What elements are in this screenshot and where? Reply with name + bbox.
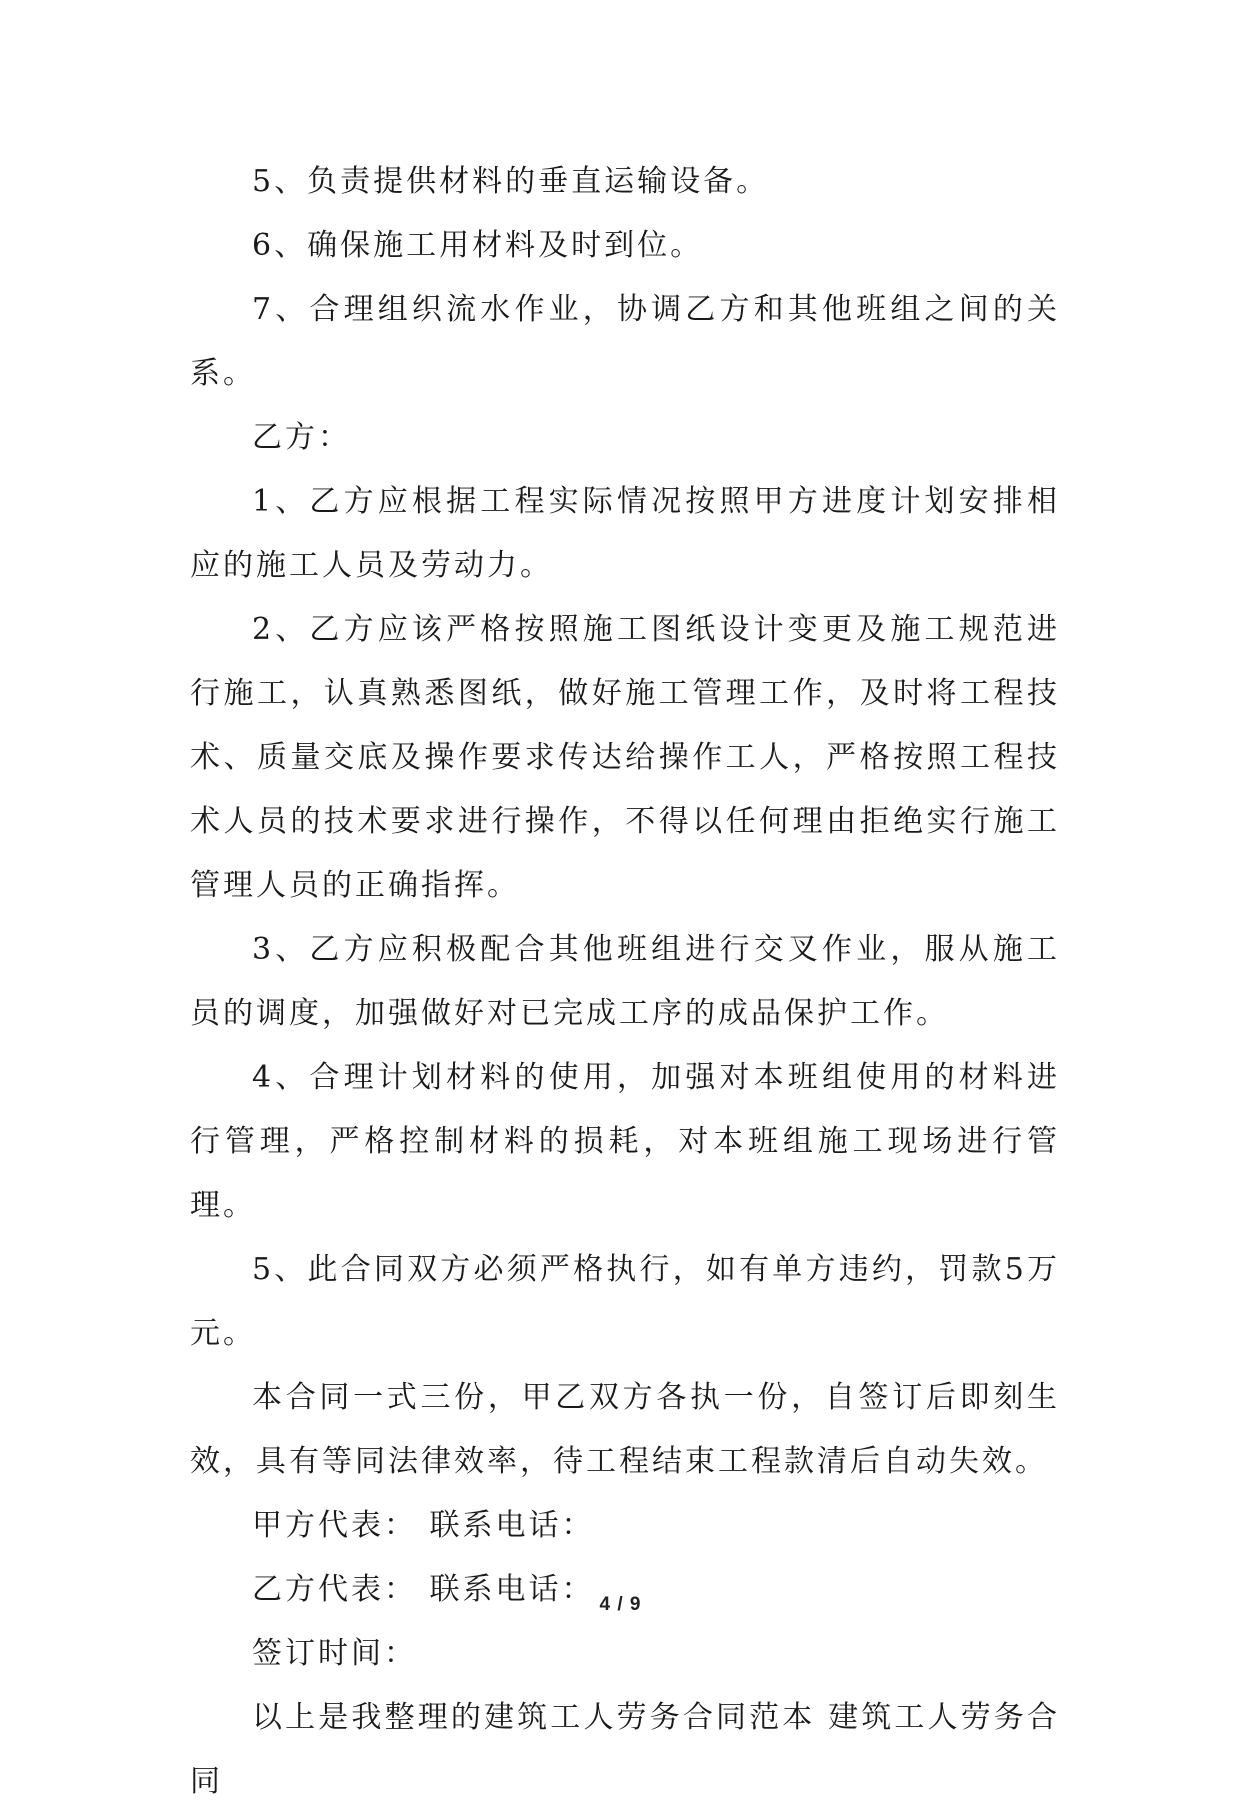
- paragraph-party-b-duty-3: 3、乙方应积极配合其他班组进行交叉作业，服从施工员的调度，加强做好对已完成工序的成品保护工作。: [190, 932, 1060, 1031]
- paragraph-party-b-duty-4: 4、合理计划材料的使用，加强对本班组使用的材料进行管理，严格控制材料的损耗，对本班组施工现场进行管理。: [190, 1060, 1060, 1223]
- page-number: 4 / 9: [599, 1594, 642, 1615]
- paragraph-closing-note: 以上是我整理的建筑工人劳务合同范本 建筑工人劳务合同: [190, 1700, 1060, 1799]
- paragraph-party-a-duty-7: 7、合理组织流水作业，协调乙方和其他班组之间的关系。: [190, 292, 1060, 391]
- paragraph-party-b-duty-1: 1、乙方应根据工程实际情况按照甲方进度计划安排相应的施工人员及劳动力。: [190, 484, 1060, 583]
- document-body: [190, 150, 1060, 1814]
- paragraph-party-b-duty-2: 2、乙方应该严格按照施工图纸设计变更及施工规范进行施工，认真熟悉图纸，做好施工管理工作，及时将工程技术、质量交底及操作要求传达给操作工人，严格按照工程技术人员的技术要求进行操作，不得以任何理由拒绝实行施工管理人员的正确指挥。: [190, 612, 1060, 903]
- signing-date-line: 签订时间：: [252, 1636, 417, 1671]
- paragraph-party-a-duty-5: 5、负责提供材料的垂直运输设备。: [252, 164, 770, 199]
- paragraph-penalty-clause: 5、此合同双方必须严格执行，如有单方违约，罚款5万元。: [190, 1252, 1060, 1351]
- signature-line-party-a: 甲方代表： 联系电话：: [252, 1508, 595, 1543]
- signature-line-party-b: 乙方代表： 联系电话：: [252, 1572, 595, 1607]
- paragraph-party-a-duty-6: 6、确保施工用材料及时到位。: [252, 228, 704, 263]
- heading-party-b: 乙方：: [252, 420, 351, 455]
- paragraph-validity-clause: 本合同一式三份，甲乙双方各执一份，自签订后即刻生效，具有等同法律效率，待工程结束工程款清后自动失效。: [190, 1380, 1060, 1479]
